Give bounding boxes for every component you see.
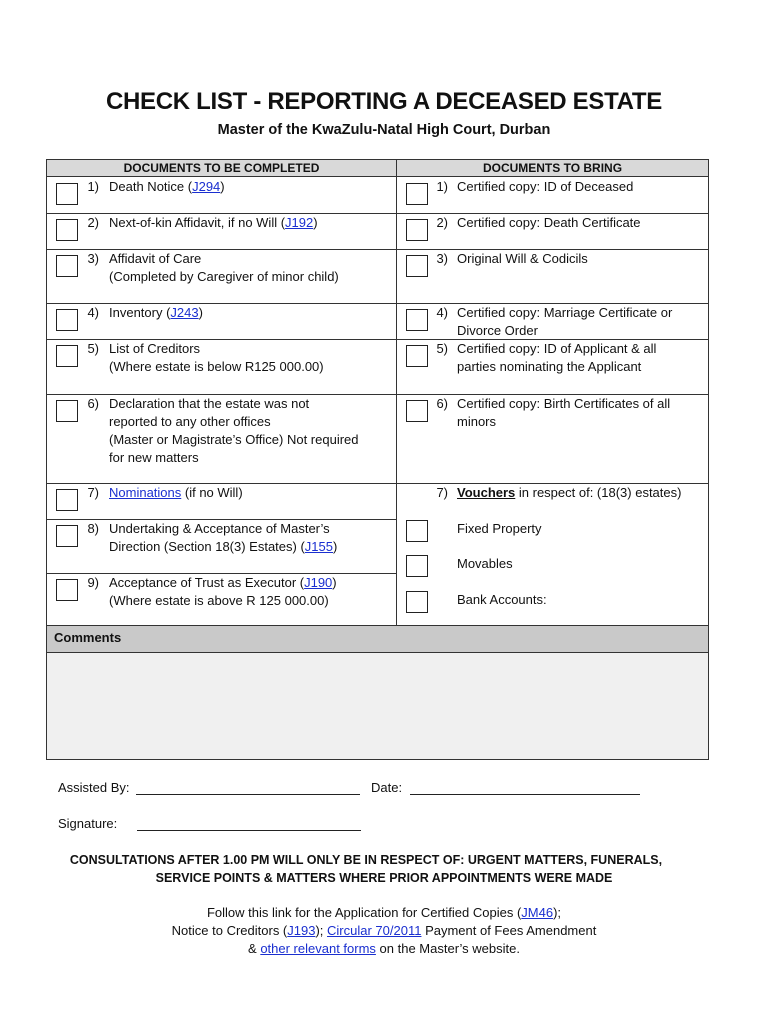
date-row — [371, 780, 640, 795]
row-divider — [47, 249, 396, 250]
footer-text: Follow this link for the Application for Certified Copies ( — [206, 905, 522, 920]
item-text: (Master or Magistrate’s Office) Not required — [109, 432, 359, 447]
form-link-j192[interactable]: J192 — [285, 215, 314, 230]
form-link-j294[interactable]: J294 — [192, 179, 221, 194]
form-link-j190[interactable]: J190 — [304, 575, 333, 590]
assisted-by-field[interactable] — [136, 781, 360, 795]
form-link-jm46[interactable]: JM46 — [521, 905, 554, 920]
nominations-link[interactable]: Nominations — [109, 485, 182, 500]
item-text: Certified copy: Birth Certificates of all — [457, 396, 671, 411]
item-number: 6) — [87, 396, 99, 411]
row-divider — [47, 303, 396, 304]
voucher-label: Movables — [457, 556, 513, 571]
item-number: 8) — [87, 521, 99, 536]
item-number: 5) — [436, 341, 448, 356]
item-number: 2) — [87, 215, 99, 230]
item-number: 4) — [436, 305, 448, 320]
footer-line-3 — [0, 940, 768, 958]
item-text: ) — [198, 305, 203, 320]
item-text: Divorce Order — [457, 323, 538, 338]
checkbox-movables[interactable] — [406, 555, 428, 577]
item-text: ) — [332, 575, 337, 590]
form-link-j243[interactable]: J243 — [170, 305, 199, 320]
item-text: for new matters — [109, 450, 199, 465]
consultation-notice: SERVICE POINTS & MATTERS WHERE PRIOR APPOINTMENTS WERE MADE — [155, 871, 613, 885]
item-number: 3) — [87, 251, 99, 266]
item-number: 7) — [436, 485, 448, 500]
circular-link[interactable]: Circular 70/2011 — [327, 923, 422, 938]
item-text: (Completed by Caregiver of minor child) — [109, 269, 339, 284]
item-text: (if no Will) — [181, 485, 243, 500]
footer-text: Payment of Fees Amendment — [421, 923, 597, 938]
item-text: (Where estate is above R 125 000.00) — [109, 593, 329, 608]
footer-line-2 — [0, 922, 768, 940]
item-text: Certified copy: Death Certificate — [457, 215, 641, 230]
footer-text: ); — [315, 923, 328, 938]
item-text: Certified copy: Marriage Certificate or — [457, 305, 673, 320]
item-text: Certified copy: ID of Applicant & all — [457, 341, 657, 356]
voucher-label: Bank Accounts: — [457, 592, 547, 607]
right-column-header: DOCUMENTS TO BRING — [397, 160, 708, 177]
item-text: parties nominating the Applicant — [457, 359, 642, 374]
checkbox-fixed-property[interactable] — [406, 520, 428, 542]
item-text: Next-of-kin Affidavit, if no Will ( — [109, 215, 286, 230]
voucher-label: Fixed Property — [457, 521, 542, 536]
item-number: 1) — [87, 179, 99, 194]
item-number: 9) — [87, 575, 99, 590]
item-text: Declaration that the estate was not — [109, 396, 310, 411]
date-field[interactable] — [410, 781, 640, 795]
item-text: minors — [457, 414, 497, 429]
comments-header — [47, 625, 708, 653]
other-forms-link[interactable]: other relevant forms — [260, 941, 376, 956]
form-link-j155[interactable]: J155 — [304, 539, 333, 554]
page-subtitle: Master of the KwaZulu-Natal High Court, Durban — [217, 122, 551, 138]
comments-label: Comments — [54, 630, 122, 645]
item-number: 7) — [87, 485, 99, 500]
item-number: 3) — [436, 251, 448, 266]
item-text: Original Will & Codicils — [457, 251, 588, 266]
checklist-table — [46, 159, 709, 760]
footer-text: & — [248, 941, 261, 956]
item-text: (Where estate is below R125 000.00) — [109, 359, 324, 374]
item-text: Undertaking & Acceptance of Master’s — [109, 521, 330, 536]
item-text: Death Notice ( — [109, 179, 193, 194]
item-text: Direction (Section 18(3) Estates) ( — [109, 539, 305, 554]
row-divider — [47, 339, 396, 340]
assisted-by-row — [58, 780, 360, 795]
footer-text: ); — [553, 905, 562, 920]
item-number: 5) — [87, 341, 99, 356]
item-text: ) — [313, 215, 318, 230]
comments-field[interactable] — [47, 653, 708, 759]
page-title: CHECK LIST - REPORTING A DECEASED ESTATE — [105, 88, 663, 115]
item-text: ) — [220, 179, 225, 194]
footer-line-1 — [0, 904, 768, 922]
consultation-notice: CONSULTATIONS AFTER 1.00 PM WILL ONLY BE IN RESPECT OF: URGENT MATTERS, FUNERALS, — [69, 853, 663, 867]
checkbox-bank-accounts[interactable] — [406, 591, 428, 613]
item-number: 1) — [436, 179, 448, 194]
item-text: in respect of: (18(3) estates) — [515, 485, 682, 500]
item-text: ) — [333, 539, 338, 554]
form-link-j193[interactable]: J193 — [287, 923, 316, 938]
footer-text: on the Master’s website. — [375, 941, 520, 956]
signature-field[interactable] — [137, 817, 361, 831]
item-text: Affidavit of Care — [109, 251, 202, 266]
assisted-by-label: Assisted By: — [58, 780, 130, 795]
vouchers-heading: Vouchers — [457, 485, 516, 500]
item-text: Certified copy: ID of Deceased — [457, 179, 634, 194]
signature-row — [58, 816, 361, 831]
item-text: Inventory ( — [109, 305, 171, 320]
item-number: 6) — [436, 396, 448, 411]
footer-text: Notice to Creditors ( — [171, 923, 288, 938]
item-text: List of Creditors — [109, 341, 201, 356]
item-number: 2) — [436, 215, 448, 230]
left-column-header: DOCUMENTS TO BE COMPLETED — [47, 160, 396, 177]
signature-label: Signature: — [58, 816, 118, 831]
item-text: reported to any other offices — [109, 414, 271, 429]
item-text: Acceptance of Trust as Executor ( — [109, 575, 305, 590]
item-number: 4) — [87, 305, 99, 320]
date-label: Date: — [371, 780, 403, 795]
